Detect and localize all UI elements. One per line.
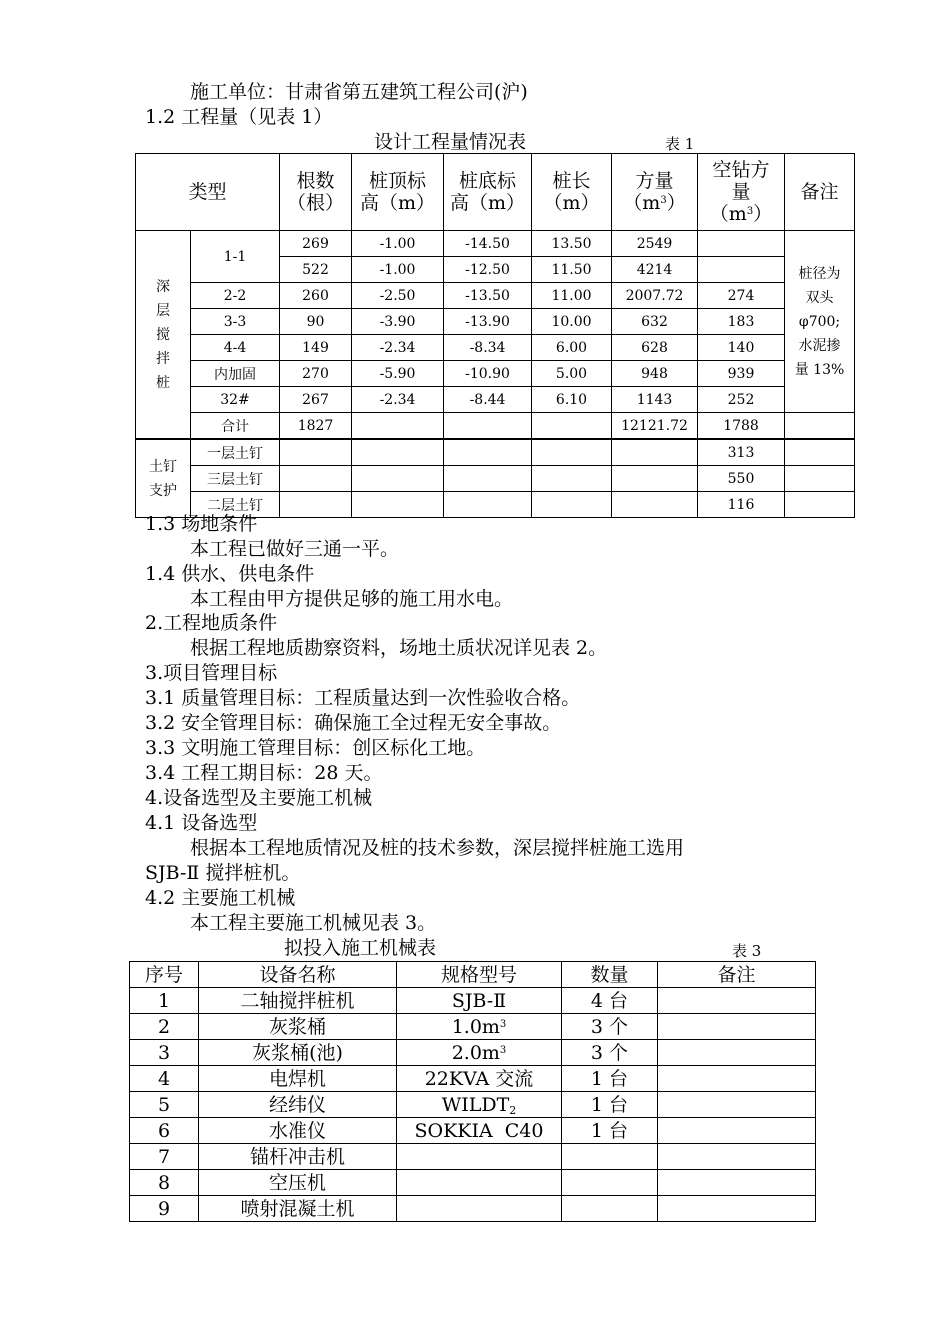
cell-empty xyxy=(698,257,785,283)
cell-top: -3.90 xyxy=(352,309,444,335)
table-row: 2 灰浆桶 $1.0m^3$ 3 个 xyxy=(130,1014,816,1040)
section-3-1: 3.1 质量管理目标：工程质量达到一次性验收合格。 xyxy=(145,687,581,709)
table3-number: 表 3 xyxy=(732,942,762,960)
cell-top: -2.34 xyxy=(352,335,444,361)
table-row xyxy=(136,309,855,335)
header-count: 根数 （根） xyxy=(280,154,352,231)
cell-count: 1827 xyxy=(280,413,352,440)
table-row: 8 空压机 xyxy=(130,1170,816,1196)
cell-volume: 2007.72 xyxy=(612,283,698,309)
cell-top: -1.00 xyxy=(352,231,444,257)
table-row: 5 经纬仪 $WILDT_2$ 1 台 xyxy=(130,1092,816,1118)
remark-pile-spec: 桩径为 双头 φ700; 水泥掺 量 13% xyxy=(785,231,855,413)
cell-bottom: -12.50 xyxy=(444,257,532,283)
cell-volume: 12121.72 xyxy=(612,413,698,440)
cell-bottom: -8.34 xyxy=(444,335,532,361)
table-row xyxy=(136,439,855,466)
cell-empty xyxy=(698,231,785,257)
cell-length xyxy=(532,413,612,440)
table-row xyxy=(136,335,855,361)
cell-count: 149 xyxy=(280,335,352,361)
header-qty: 数量 xyxy=(562,962,658,988)
cell-bottom: -8.44 xyxy=(444,387,532,413)
section-4-2-heading: 4.2 主要施工机械 xyxy=(145,887,296,909)
construction-unit-line: 施工单位：甘肃省第五建筑工程公司(沪) xyxy=(190,81,528,103)
paragraph-1-3: 本工程已做好三通一平。 xyxy=(190,538,400,560)
table-row: 1 二轴搅拌桩机 SJB-Ⅱ 4 台 xyxy=(130,988,816,1014)
header-remark: 备注 xyxy=(785,154,855,231)
header-length: 桩长 （m） xyxy=(532,154,612,231)
table3-caption: 拟投入施工机械表 xyxy=(284,937,437,959)
cell-type: 3-3 xyxy=(191,309,280,335)
cell-type: 4-4 xyxy=(191,335,280,361)
section-4-1-heading: 4.1 设备选型 xyxy=(145,812,258,834)
cell-empty: 274 xyxy=(698,283,785,309)
cell-count: 260 xyxy=(280,283,352,309)
table-row: 6 水准仪 SOKKIA C40 1 台 xyxy=(130,1118,816,1144)
table-row xyxy=(136,466,855,492)
cell-type: 二层土钉 xyxy=(191,492,280,518)
cell-volume: 4214 xyxy=(612,257,698,283)
section-3-heading: 3.项目管理目标 xyxy=(145,662,278,684)
cell-empty: 252 xyxy=(698,387,785,413)
paragraph-4-1-line2: SJB-Ⅱ 搅拌桩机。 xyxy=(145,862,301,884)
table-row xyxy=(136,231,855,257)
cell-empty: 939 xyxy=(698,361,785,387)
table-row-total xyxy=(136,413,855,440)
table-row: 7 锚杆冲击机 xyxy=(130,1144,816,1170)
cell-type: 三层土钉 xyxy=(191,466,280,492)
cell-volume: 2549 xyxy=(612,231,698,257)
header-no: 序号 xyxy=(130,962,199,988)
cell-type: 32# xyxy=(191,387,280,413)
cell-length: 13.50 xyxy=(532,231,612,257)
header-bottom-elevation: 桩底标 高（m） xyxy=(444,154,532,231)
cell-volume: 628 xyxy=(612,335,698,361)
cell-count: 267 xyxy=(280,387,352,413)
table-row: 4 电焊机 22KVA 交流 1 台 xyxy=(130,1066,816,1092)
cell-type: 内加固 xyxy=(191,361,280,387)
section-2-heading: 2.工程地质条件 xyxy=(145,612,278,634)
header-type: 类型 xyxy=(136,154,280,231)
cell-empty: 140 xyxy=(698,335,785,361)
header-spec: 规格型号 xyxy=(397,962,562,988)
section-1-3-heading: 1.3 场地条件 xyxy=(145,513,258,535)
cell-bottom: -14.50 xyxy=(444,231,532,257)
header-note: 备注 xyxy=(658,962,816,988)
cell-bottom: -13.50 xyxy=(444,283,532,309)
cell-type: 1-1 xyxy=(191,231,280,283)
cell-top xyxy=(352,413,444,440)
cell-type: 2-2 xyxy=(191,283,280,309)
cell-count: 522 xyxy=(280,257,352,283)
table-row: 3 灰浆桶(池) $2.0m^3$ 3 个 xyxy=(130,1040,816,1066)
section-3-2: 3.2 安全管理目标：确保施工全过程无安全事故。 xyxy=(145,712,562,734)
table-row xyxy=(136,387,855,413)
cell-top: -1.00 xyxy=(352,257,444,283)
cell-remark xyxy=(785,413,855,440)
cell-length: 10.00 xyxy=(532,309,612,335)
table-row: 9 喷射混凝土机 xyxy=(130,1196,816,1222)
cell-length: 11.00 xyxy=(532,283,612,309)
cell-empty: 183 xyxy=(698,309,785,335)
section-1-4-heading: 1.4 供水、供电条件 xyxy=(145,563,315,585)
paragraph-4-2: 本工程主要施工机械见表 3。 xyxy=(190,912,437,934)
cell-bottom: -13.90 xyxy=(444,309,532,335)
table1-number: 表 1 xyxy=(665,135,695,153)
section-4-heading: 4.设备选型及主要施工机械 xyxy=(145,787,373,809)
cell-volume: 1143 xyxy=(612,387,698,413)
section-3-4: 3.4 工程工期目标：28 天。 xyxy=(145,762,383,784)
machinery-table xyxy=(129,961,816,1222)
header-top-elevation: 桩顶标 高（m） xyxy=(352,154,444,231)
cell-top: -2.34 xyxy=(352,387,444,413)
design-quantity-table xyxy=(135,153,855,518)
table1-header-row xyxy=(136,154,855,231)
paragraph-1-4: 本工程由甲方提供足够的施工用水电。 xyxy=(190,588,514,610)
cell-type: 一层土钉 xyxy=(191,439,280,466)
cell-top: -2.50 xyxy=(352,283,444,309)
header-equipment-name: 设备名称 xyxy=(199,962,397,988)
section-1-2-heading: 1.2 工程量（见表 1） xyxy=(145,106,333,128)
table1-caption: 设计工程量情况表 xyxy=(374,131,527,153)
cell-empty: 1788 xyxy=(698,413,785,440)
cell-length: 5.00 xyxy=(532,361,612,387)
cell-empty: 550 xyxy=(698,466,785,492)
section-3-3: 3.3 文明施工管理目标：创区标化工地。 xyxy=(145,737,486,759)
cell-bottom xyxy=(444,413,532,440)
cell-empty: 116 xyxy=(698,492,785,518)
cell-empty: 313 xyxy=(698,439,785,466)
cell-type: 合计 xyxy=(191,413,280,440)
header-empty-drill: 空钻方 量 $(m^3)$ xyxy=(698,154,785,231)
cell-length: 6.10 xyxy=(532,387,612,413)
group-soil-nail-support: 土钉 支护 xyxy=(136,439,191,518)
cell-length: 6.00 xyxy=(532,335,612,361)
table-row xyxy=(136,361,855,387)
cell-length: 11.50 xyxy=(532,257,612,283)
group-deep-mixing-pile: 深 层 搅 拌 桩 xyxy=(136,231,191,440)
cell-count: 270 xyxy=(280,361,352,387)
cell-bottom: -10.90 xyxy=(444,361,532,387)
table3-header-row xyxy=(130,962,816,988)
cell-count: 90 xyxy=(280,309,352,335)
cell-count: 269 xyxy=(280,231,352,257)
paragraph-4-1-line1: 根据本工程地质情况及桩的技术参数，深层搅拌桩施工选用 xyxy=(190,837,685,859)
cell-volume: 948 xyxy=(612,361,698,387)
cell-top: -5.90 xyxy=(352,361,444,387)
header-volume: 方量 $(m^3)$ xyxy=(612,154,698,231)
table-row xyxy=(136,283,855,309)
paragraph-2: 根据工程地质勘察资料，场地土质状况详见表 2。 xyxy=(190,637,608,659)
cell-volume: 632 xyxy=(612,309,698,335)
